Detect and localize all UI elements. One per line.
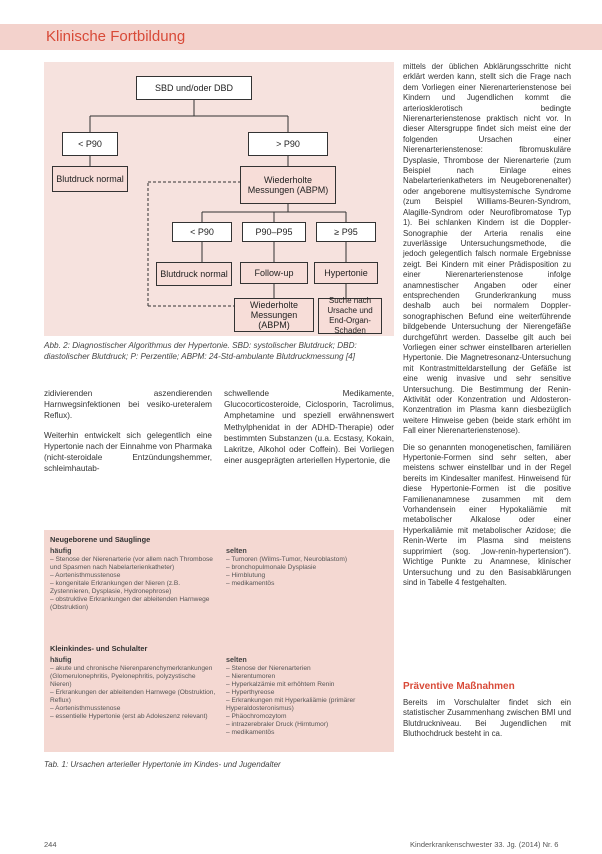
section-header <box>0 24 602 50</box>
node-gt-p90: > P90 <box>248 132 328 156</box>
section-title: Klinische Fortbildung <box>46 28 186 45</box>
table-item: – Erkrankungen mit Hyperkaliämie (primärer Hyperaldosteronismus) <box>226 697 356 712</box>
table-section-1: Neugeborene und Säuglinge <box>50 535 151 544</box>
table-list-s1-haeufig <box>50 556 218 612</box>
table-item: – Hyperkalzämie mit erhöhtem Renin <box>226 681 335 688</box>
left-paragraph-1: zidivierenden aszendierenden Harnwegsinfektionen bei vesiko-ureteralem Reflux). <box>44 389 212 421</box>
node-root: SBD und/oder DBD <box>136 76 252 100</box>
table-item: – essentielle Hypertonie (erst ab Adoleszenz relevant) <box>50 713 208 720</box>
table-list-s2-haeufig <box>50 665 218 721</box>
node-repeat-2: Wiederholte Messungen (ABPM) <box>234 298 314 332</box>
node-p90-p95: P90–P95 <box>242 222 306 242</box>
right-paragraph-1: mittels der üblichen Abklärungsschritte nicht erklärt werden kann, stellt sich die Frage nach dem Vorliegen einer Nierenarterienstenose bei Kindern und Jugendlichen kommt die arteriosklerotisch bedingte Nierenarterienstenose praktisch nicht vor. In dieser Altersgruppe findet sich meist eine der folgenden Ursachen einer Nierenarterienstenose: fibromuskuläre Dysplasie, Thrombose der Nierenarterie (zum Beispiel nach Einlage eines Nabelarterienkatheters im Neugeborenenalter) oder angeborene multisystemische Syndrome (zum Beispiel Williams-Beuren-Syndrom, Alagille-Syndrom oder Neurofibromatose Typ 1). Bei schlanken Kindern ist die Doppler-Sonographie der Arteria renalis eine zuverlässige Untersuchungsmethode, die jedoch gelegentlich falsch normale Ergebnisse zeigt. Bei Kindern mit einer Prädisposition zu einer Nierenarterienstenose infolge anamnestischer Angaben oder einer entsprechenden Grunderkrankung muss deshalb auch bei normalem Doppler-sonographischen Befund eine weiterführende bildgebende Untersuchung der Nierengefäße durchgeführt werden. Dasselbe gilt auch bei Vorliegen einer schwer einstellbaren arteriellen Hypertonie. Die Magnetresonanz-Untersuchung mit Kontrastmitteldarstellung der Gefäße ist eine wenig invasive und sehr sensitive Untersuchung. Die Bestimmung der Renin-Aktivität oder Konzentration und Aldosteron-Konzentration im Plasma kann diesbezüglich weitere Hinweise geben (beide stark erhöht im Fall einer Nierenarterienstenose). <box>403 62 571 436</box>
node-lt-p90: < P90 <box>62 132 118 156</box>
left-paragraph-2: Weiterhin entwickelt sich gelegentlich eine Hypertonie nach der Einnahme von Pharmaka (nicht-steroidale Entzündungshemmer, schleimhautab- <box>44 430 212 474</box>
table-item: – Erkrankungen der ableitenden Harnwege (Obstruktion, Reflux) <box>50 689 216 704</box>
table-item: – bronchopulmonale Dysplasie <box>226 564 317 571</box>
node-lt-p90-2: < P90 <box>172 222 232 242</box>
middle-paragraph-1: schwellende Medikamente, Glucocorticosteroide, Ciclosporin, Tacrolimus, Amphetamine und speziell erwähnenswert Methylphenidat in der ADHD-Therapie) oder bestimmten Substanzen (u.a. Ecstasy, Kokain, Lakritze, Alkohol oder Coffein). Bei Vorliegen einer ausgeprägten arteriellen Hypertonie, die <box>224 389 394 466</box>
table-haeufig-label-2: häufig <box>50 655 72 664</box>
table-selten-label-2: selten <box>226 655 247 664</box>
node-repeat-1: Wiederholte Messungen (ABPM) <box>240 166 336 204</box>
table-item: – intrazerebraler Druck (Hirntumor) <box>226 721 329 728</box>
table-item: – Stenose der Nierenarterie (vor allem nach Thrombose und Spasmen nach Nabelarterienkatheter) <box>50 556 213 571</box>
table-item: – Tumoren (Wilms-Tumor, Neuroblastom) <box>226 556 348 563</box>
table-item: – kongenitale Erkrankungen der Nieren (z.B. Zystennieren, Dysplasie, Hydronephrose) <box>50 580 181 595</box>
flowchart-connectors <box>44 62 394 336</box>
middle-column <box>224 388 394 466</box>
figure-caption: Abb. 2: Diagnostischer Algorithmus der Hypertonie. SBD: systolischer Blutdruck; DBD: diastolischer Blutdruck; P: Perzentile; ABPM: 24-Std-ambulante Blutdruckmessung [4] <box>44 341 357 361</box>
table-item: – Hirnblutung <box>226 572 266 579</box>
table-section-2: Kleinkindes- und Schulalter <box>50 644 148 653</box>
table-item: – medikamentös <box>226 729 275 736</box>
causes-table <box>44 530 394 752</box>
flowchart-figure <box>44 62 394 336</box>
page-number: 244 <box>44 840 57 849</box>
right-column-bottom <box>403 698 571 740</box>
table-item: – Nierentumoren <box>226 673 276 680</box>
table-item: – obstruktive Erkrankungen der ableitenden Harnwege (Obstruktion) <box>50 596 210 611</box>
right-column <box>403 62 571 588</box>
table-item: – medikamentös <box>226 580 275 587</box>
table-list-s2-selten <box>226 665 386 737</box>
table-selten-label-1: selten <box>226 546 247 555</box>
table-item: – Aortenisthmusstenose <box>50 572 121 579</box>
table-item: – Phäochromozytom <box>226 713 287 720</box>
right-paragraph-3: Bereits im Vorschulalter findet sich ein statistischer Zusammenhang zwischen BMI und Blutdruckniveau. Bei Jugendlichen mit Bluthochdruck besteht in ca. <box>403 698 571 739</box>
table-item: – Hyperthyreose <box>226 689 275 696</box>
table-haeufig-label-1: häufig <box>50 546 72 555</box>
left-column <box>44 388 212 474</box>
table-item: – Aortenisthmusstenose <box>50 705 121 712</box>
table-item: – akute und chronische Nierenparenchymerkrankungen (Glomerulonephritis, Pyelonephritis, polyzystische Nieren) <box>50 665 213 688</box>
node-normal-1: Blutdruck normal <box>52 166 128 192</box>
node-hypertonie: Hypertonie <box>314 262 378 284</box>
node-normal-2: Blutdruck normal <box>156 262 232 286</box>
right-paragraph-2: Die so genannten monogenetischen, familiären Hypertonie-Formen sind sehr selten, aber meistens schwer einstellbar und in der Regel bereits im Kindesalter manifest. Hinweisend für diese Hypertonie-Formen ist die positive Familienanamnese zusammen mit dem Vorhandensein einer Hypokaliämie mit metabolischer Alkalose oder einer Hyperkaliämie mit metabolischer Azidose; die Renin-Werte im Plasma sind meistens supprimiert (sog. „low-renin-hypertension“). Wichtige Punkte zu Anamnese, klinischer Untersuchung und zu den Basisabklärungen sind in Tabelle 4 festgehalten. <box>403 442 571 587</box>
section-heading-praevention: Präventive Maßnahmen <box>403 681 515 692</box>
table-caption: Tab. 1: Ursachen arterieller Hypertonie im Kindes- und Jugendalter <box>44 760 281 769</box>
journal-footer: Kinderkrankenschwester 33. Jg. (2014) Nr. 6 <box>410 840 559 849</box>
table-item: – Stenose der Nierenarterien <box>226 665 311 672</box>
node-search: Suche nach Ursache und End-Organ-Schaden <box>318 298 382 334</box>
table-list-s1-selten <box>226 556 386 588</box>
node-followup: Follow-up <box>240 262 308 284</box>
node-ge-p95: ≥ P95 <box>316 222 376 242</box>
